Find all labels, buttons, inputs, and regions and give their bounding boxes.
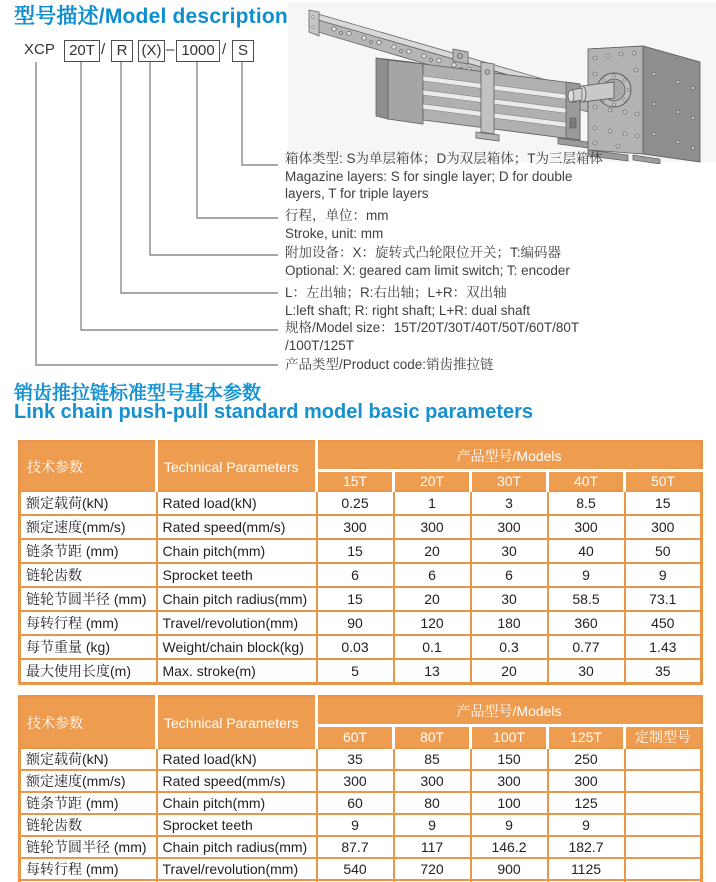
- param-en-cell: Rated speed(mm/s): [157, 515, 317, 539]
- value-cell: 13: [394, 659, 471, 684]
- parameters-table-15t-50t: [18, 440, 703, 685]
- param-en-cell: Rated load(kN): [157, 748, 317, 770]
- param-en-cell: Travel/revolution(mm): [157, 858, 317, 880]
- value-cell: [625, 814, 702, 836]
- param-en-cell: Rated speed(mm/s): [157, 770, 317, 792]
- value-cell: 80: [394, 792, 471, 814]
- value-cell: 300: [317, 770, 394, 792]
- value-cell: 300: [471, 770, 548, 792]
- value-cell: 0.77: [548, 635, 625, 659]
- value-cell: 3: [471, 491, 548, 515]
- desc-line: 附加设备：X：旋转式凸轮限位开关；T:编码器: [285, 245, 562, 260]
- model-col-header: 定制型号: [625, 726, 702, 749]
- value-cell: 35: [317, 748, 394, 770]
- param-zh-cell: 链轮节圆半径 (mm): [20, 587, 157, 611]
- value-cell: 300: [625, 515, 702, 539]
- model-code-magazine-box: S: [232, 40, 254, 62]
- col-header-en: Technical Parameters: [157, 697, 317, 749]
- model-col-header: 60T: [317, 726, 394, 749]
- value-cell: [625, 792, 702, 814]
- model-code-prefix: XCP: [24, 41, 55, 58]
- table-row: [20, 491, 702, 515]
- table-row: [20, 748, 702, 770]
- model-col-header: 125T: [548, 726, 625, 749]
- desc-magazine-type: [285, 150, 603, 203]
- value-cell: 300: [394, 515, 471, 539]
- value-cell: 360: [548, 611, 625, 635]
- desc-line: 产品类型/Product code:销齿推拉链: [285, 357, 494, 372]
- value-cell: 60: [317, 792, 394, 814]
- desc-optional: [285, 244, 570, 279]
- value-cell: 125: [548, 792, 625, 814]
- value-cell: 6: [317, 563, 394, 587]
- value-cell: 300: [317, 515, 394, 539]
- col-header-zh: 技术参数: [20, 442, 157, 492]
- desc-line: 行程，单位：mm: [285, 208, 389, 223]
- page-title: 型号描述/Model description: [14, 5, 288, 28]
- model-col-header: 100T: [471, 726, 548, 749]
- value-cell: 9: [394, 814, 471, 836]
- table-row: [20, 858, 702, 880]
- value-cell: 450: [625, 611, 702, 635]
- desc-product-code: [285, 356, 494, 374]
- table-row: [20, 587, 702, 611]
- desc-stroke: [285, 207, 389, 242]
- model-col-header: 80T: [394, 726, 471, 749]
- value-cell: 20: [471, 659, 548, 684]
- value-cell: 720: [394, 858, 471, 880]
- param-zh-cell: 最大使用长度(m): [20, 659, 157, 684]
- param-en-cell: Max. stroke(m): [157, 659, 317, 684]
- value-cell: 540: [317, 858, 394, 880]
- model-code-separator-2: /: [222, 41, 227, 58]
- section-title-en: Link chain push-pull standard model basic parameters: [14, 401, 534, 423]
- value-cell: 9: [548, 563, 625, 587]
- param-zh-cell: 额定载荷(kN): [20, 491, 157, 515]
- value-cell: 146.2: [471, 836, 548, 858]
- value-cell: [625, 836, 702, 858]
- table-row: [20, 814, 702, 836]
- param-en-cell: Weight/chain block(kg): [157, 635, 317, 659]
- value-cell: 300: [548, 770, 625, 792]
- value-cell: 15: [317, 539, 394, 563]
- parameters-table-60t-125t: [18, 695, 703, 882]
- value-cell: 9: [548, 814, 625, 836]
- desc-line: L：左出轴；R:右出轴；L+R：双出轴: [285, 285, 507, 300]
- param-zh-cell: 每转行程 (mm): [20, 858, 157, 880]
- value-cell: 50: [625, 539, 702, 563]
- desc-line: layers, T for triple layers: [285, 186, 429, 201]
- value-cell: 6: [394, 563, 471, 587]
- param-zh-cell: 链条节距 (mm): [20, 539, 157, 563]
- value-cell: 1: [394, 491, 471, 515]
- value-cell: 300: [471, 515, 548, 539]
- value-cell: 30: [548, 659, 625, 684]
- value-cell: 120: [394, 611, 471, 635]
- param-zh-cell: 额定速度(mm/s): [20, 515, 157, 539]
- value-cell: 15: [317, 587, 394, 611]
- desc-shaft: [285, 284, 530, 319]
- desc-line: Stroke, unit: mm: [285, 225, 384, 241]
- value-cell: 150: [471, 748, 548, 770]
- value-cell: 0.25: [317, 491, 394, 515]
- link-chain-actuator-drawing-icon: [288, 2, 716, 164]
- model-code-shaft-box: R: [111, 40, 133, 62]
- param-en-cell: Rated load(kN): [157, 491, 317, 515]
- value-cell: 20: [394, 587, 471, 611]
- value-cell: 117: [394, 836, 471, 858]
- value-cell: 15: [625, 491, 702, 515]
- param-zh-cell: 链轮齿数: [20, 814, 157, 836]
- value-cell: 1.43: [625, 635, 702, 659]
- desc-line: 规格/Model size：15T/20T/30T/40T/50T/60T/80T: [285, 320, 580, 335]
- param-en-cell: Sprocket teeth: [157, 563, 317, 587]
- desc-line: Optional: X: geared cam limit switch; T: encoder: [285, 262, 570, 278]
- desc-line: 箱体类型: S为单层箱体；D为双层箱体；T为三层箱体: [285, 151, 604, 166]
- value-cell: 35: [625, 659, 702, 684]
- param-zh-cell: 额定速度(mm/s): [20, 770, 157, 792]
- model-col-header: 30T: [471, 471, 548, 492]
- param-en-cell: Chain pitch(mm): [157, 539, 317, 563]
- models-header: 产品型号/Models: [317, 442, 702, 471]
- model-code-optional-box: (X): [138, 40, 165, 62]
- value-cell: [625, 770, 702, 792]
- value-cell: 1125: [548, 858, 625, 880]
- value-cell: 182.7: [548, 836, 625, 858]
- value-cell: 58.5: [548, 587, 625, 611]
- param-zh-cell: 每转行程 (mm): [20, 611, 157, 635]
- value-cell: 73.1: [625, 587, 702, 611]
- model-code-dash: –: [166, 41, 175, 58]
- model-code-separator-1: /: [101, 41, 106, 58]
- value-cell: 100: [471, 792, 548, 814]
- model-col-header: 40T: [548, 471, 625, 492]
- value-cell: 40: [548, 539, 625, 563]
- value-cell: 6: [471, 563, 548, 587]
- param-zh-cell: 链轮节圆半径 (mm): [20, 836, 157, 858]
- model-code-stroke-box: 1000: [176, 40, 220, 62]
- value-cell: 9: [471, 814, 548, 836]
- param-en-cell: Chain pitch(mm): [157, 792, 317, 814]
- value-cell: 0.03: [317, 635, 394, 659]
- model-code-size-box: 20T: [64, 40, 100, 62]
- model-col-header: 50T: [625, 471, 702, 492]
- param-zh-cell: 额定载荷(kN): [20, 748, 157, 770]
- table-row: [20, 792, 702, 814]
- value-cell: 0.3: [471, 635, 548, 659]
- value-cell: 9: [317, 814, 394, 836]
- param-zh-cell: 链轮齿数: [20, 563, 157, 587]
- value-cell: 87.7: [317, 836, 394, 858]
- value-cell: 90: [317, 611, 394, 635]
- value-cell: 30: [471, 587, 548, 611]
- desc-line: L:left shaft; R: right shaft; L+R: dual shaft: [285, 302, 531, 318]
- param-zh-cell: 链条节距 (mm): [20, 792, 157, 814]
- param-en-cell: Chain pitch radius(mm): [157, 587, 317, 611]
- desc-line: Magazine layers: S for single layer; D for double: [285, 168, 573, 184]
- value-cell: 180: [471, 611, 548, 635]
- value-cell: 5: [317, 659, 394, 684]
- value-cell: 20: [394, 539, 471, 563]
- col-header-en: Technical Parameters: [157, 442, 317, 492]
- value-cell: [625, 858, 702, 880]
- section-title-zh: 销齿推拉链标准型号基本参数: [14, 383, 262, 404]
- table-row: [20, 770, 702, 792]
- model-col-header: 15T: [317, 471, 394, 492]
- value-cell: 0.1: [394, 635, 471, 659]
- value-cell: 9: [625, 563, 702, 587]
- param-zh-cell: 每节重量 (kg): [20, 635, 157, 659]
- value-cell: 900: [471, 858, 548, 880]
- table-row: [20, 563, 702, 587]
- col-header-zh: 技术参数: [20, 697, 157, 749]
- table-row: [20, 611, 702, 635]
- table-row: [20, 836, 702, 858]
- param-en-cell: Sprocket teeth: [157, 814, 317, 836]
- desc-line: /100T/125T: [285, 337, 355, 353]
- param-en-cell: Chain pitch radius(mm): [157, 836, 317, 858]
- value-cell: [625, 748, 702, 770]
- value-cell: 250: [548, 748, 625, 770]
- value-cell: 85: [394, 748, 471, 770]
- models-header: 产品型号/Models: [317, 697, 702, 726]
- value-cell: 8.5: [548, 491, 625, 515]
- table-row: [20, 539, 702, 563]
- param-en-cell: Travel/revolution(mm): [157, 611, 317, 635]
- value-cell: 300: [548, 515, 625, 539]
- table-row: [20, 659, 702, 684]
- model-col-header: 20T: [394, 471, 471, 492]
- table-row: [20, 515, 702, 539]
- desc-model-size: [285, 319, 579, 354]
- table-row: [20, 635, 702, 659]
- value-cell: 30: [471, 539, 548, 563]
- value-cell: 300: [394, 770, 471, 792]
